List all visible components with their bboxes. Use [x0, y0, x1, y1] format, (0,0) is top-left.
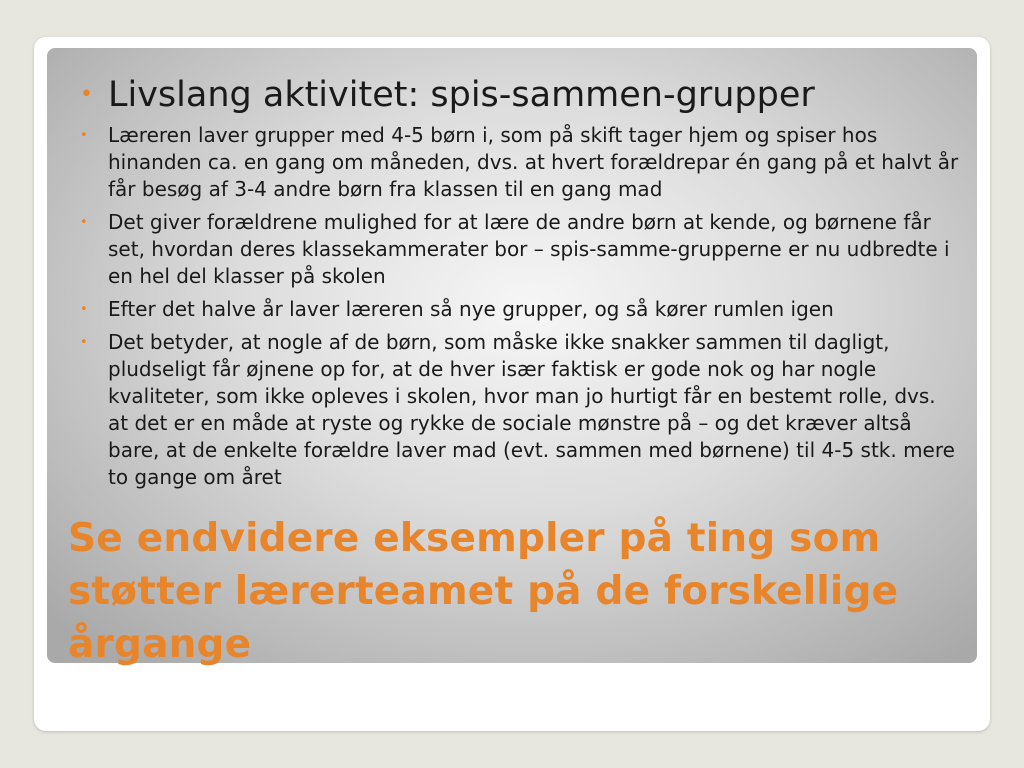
- bullet-text: Det betyder, at nogle af de børn, som måske ikke snakker sammen til dagligt, pludseligt får øjnene op for, at de hver især faktisk er gode nok og har nogle kvaliteter, som ikke opleves i skolen, hvor man jo hurtigt får en bestemt rolle, dvs. at det er en måde at ryste og rykke de sociale mønstre på – og det kræver altså bare, at de enkelte forældre laver mad (evt. sammen med børnene) til 4-5 stk. mere to gange om året: [108, 330, 955, 489]
- bullet-icon: •: [80, 82, 93, 107]
- bullet-text: Læreren laver grupper med 4-5 børn i, som på skift tager hjem og spiser hos hinanden ca. en gang om måneden, dvs. at hvert forældrepar én gang på et halvt år får besøg af 3-4 andre børn fra klassen til en gang mad: [108, 123, 959, 201]
- bullet-icon: •: [80, 215, 88, 230]
- sub-bullet: [80, 122, 960, 203]
- bullet-icon: •: [80, 128, 88, 143]
- slide-title: Se endvidere eksempler på ting som støtter lærerteamet på de forskellige årgange: [68, 516, 899, 667]
- sub-bullet: [80, 296, 960, 323]
- bullet-icon: •: [80, 335, 88, 350]
- main-bullet: [80, 72, 960, 118]
- bullet-text: Efter det halve år laver læreren så nye grupper, og så kører rumlen igen: [108, 297, 834, 321]
- heading-text: Livslang aktivitet: spis-sammen-grupper: [108, 75, 815, 115]
- slide-content: [80, 72, 960, 497]
- bullet-icon: •: [80, 302, 88, 317]
- sub-bullet: [80, 209, 960, 290]
- bullet-text: Det giver forældrene mulighed for at lære de andre børn at kende, og børnene får set, hvordan deres klassekammerater bor – spis-samme-grupperne er nu udbredte i en hel del klasser på skolen: [108, 210, 950, 288]
- sub-bullet: [80, 329, 960, 491]
